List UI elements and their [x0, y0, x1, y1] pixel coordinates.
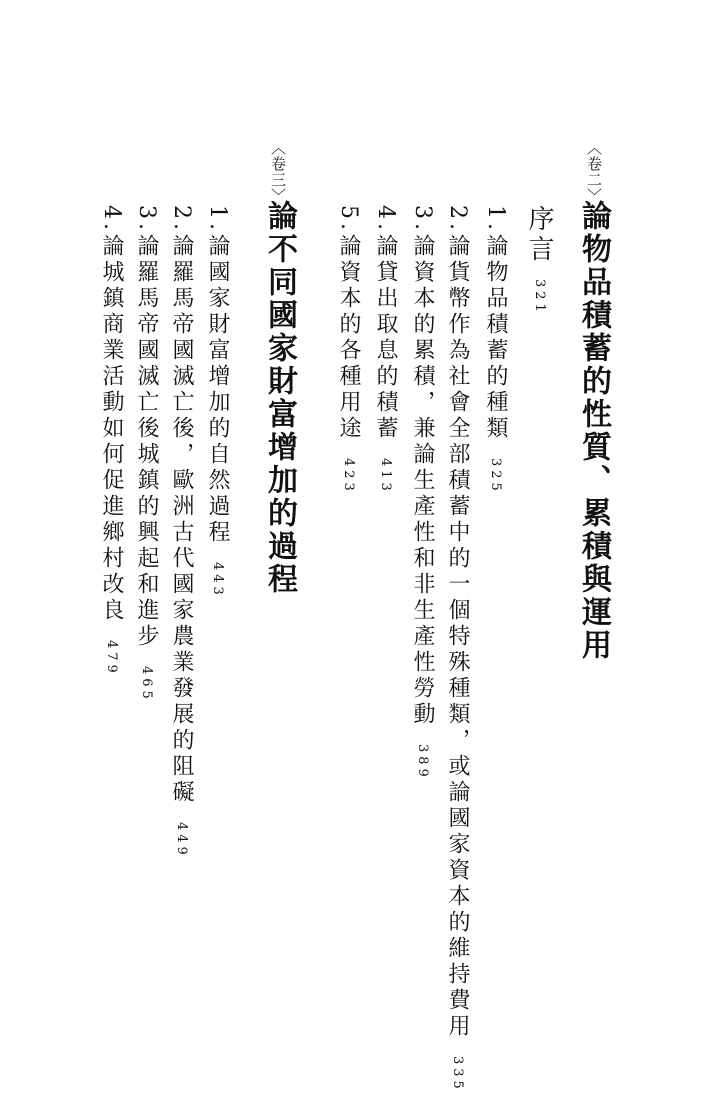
chapter-number: 4.: [99, 205, 124, 234]
volume3-title: 論不同國家財富增加的過程: [262, 200, 297, 596]
chapter-title: 論物品積蓄的種類: [483, 234, 508, 442]
chapter-number: 3.: [410, 205, 435, 234]
chapter-title: 論貸出取息的積蓄: [373, 234, 398, 442]
toc-entry-v3-1[interactable]: [206, 205, 228, 599]
chapter-page: 423: [341, 458, 356, 495]
preface-page: 321: [532, 279, 547, 316]
chapter-title: 論羅馬帝國滅亡後城鎮的興起和進步: [134, 234, 159, 650]
chapter-number: 1.: [205, 205, 230, 234]
toc-entry-v2-1[interactable]: [484, 205, 506, 495]
toc-entry-v2-4[interactable]: [374, 205, 396, 495]
chapter-title: 論國家財富增加的自然過程: [205, 234, 230, 546]
chapter-number: 2.: [445, 205, 470, 234]
toc-entry-v2-2[interactable]: [446, 205, 468, 1093]
chapter-page: 413: [378, 458, 393, 495]
toc-entry-v3-3[interactable]: [135, 205, 157, 703]
chapter-number: 1.: [483, 205, 508, 234]
toc-entry-v2-5[interactable]: [337, 205, 359, 495]
chapter-page: 449: [174, 822, 189, 859]
chapter-number: 4.: [373, 205, 398, 234]
volume3-label: 〈卷三〉: [269, 140, 287, 204]
chapter-page: 465: [139, 666, 154, 703]
toc-entry-v2-3[interactable]: [411, 205, 433, 781]
chapter-number: 5.: [336, 205, 361, 234]
toc-entry-v3-4[interactable]: [100, 205, 122, 677]
chapter-page: 443: [210, 562, 225, 599]
volume2-label: 〈卷二〉: [585, 140, 603, 204]
chapter-title: 論羅馬帝國滅亡後，歐洲古代國家農業發展的阻礙: [169, 234, 194, 806]
chapter-title: 論城鎮商業活動如何促進鄉村改良: [99, 234, 124, 624]
chapter-number: 3.: [134, 205, 159, 234]
chapter-page: 389: [415, 744, 430, 781]
chapter-title: 論資本的累積，兼論生產性和非生產性勞動: [410, 234, 435, 728]
chapter-title: 論貨幣作為社會全部積蓄中的一個特殊種類，或論國家資本的維持費用: [445, 234, 470, 1040]
chapter-page: 335: [450, 1056, 465, 1093]
preface-entry[interactable]: [526, 205, 552, 316]
chapter-title: 論資本的各種用途: [336, 234, 361, 442]
preface-label: 序言: [524, 205, 554, 265]
chapter-number: 2.: [169, 205, 194, 234]
chapter-page: 325: [488, 458, 503, 495]
chapter-page: 479: [104, 640, 119, 677]
volume2-title: 論物品積蓄的性質、累積與運用: [576, 200, 611, 662]
toc-entry-v3-2[interactable]: [170, 205, 192, 859]
